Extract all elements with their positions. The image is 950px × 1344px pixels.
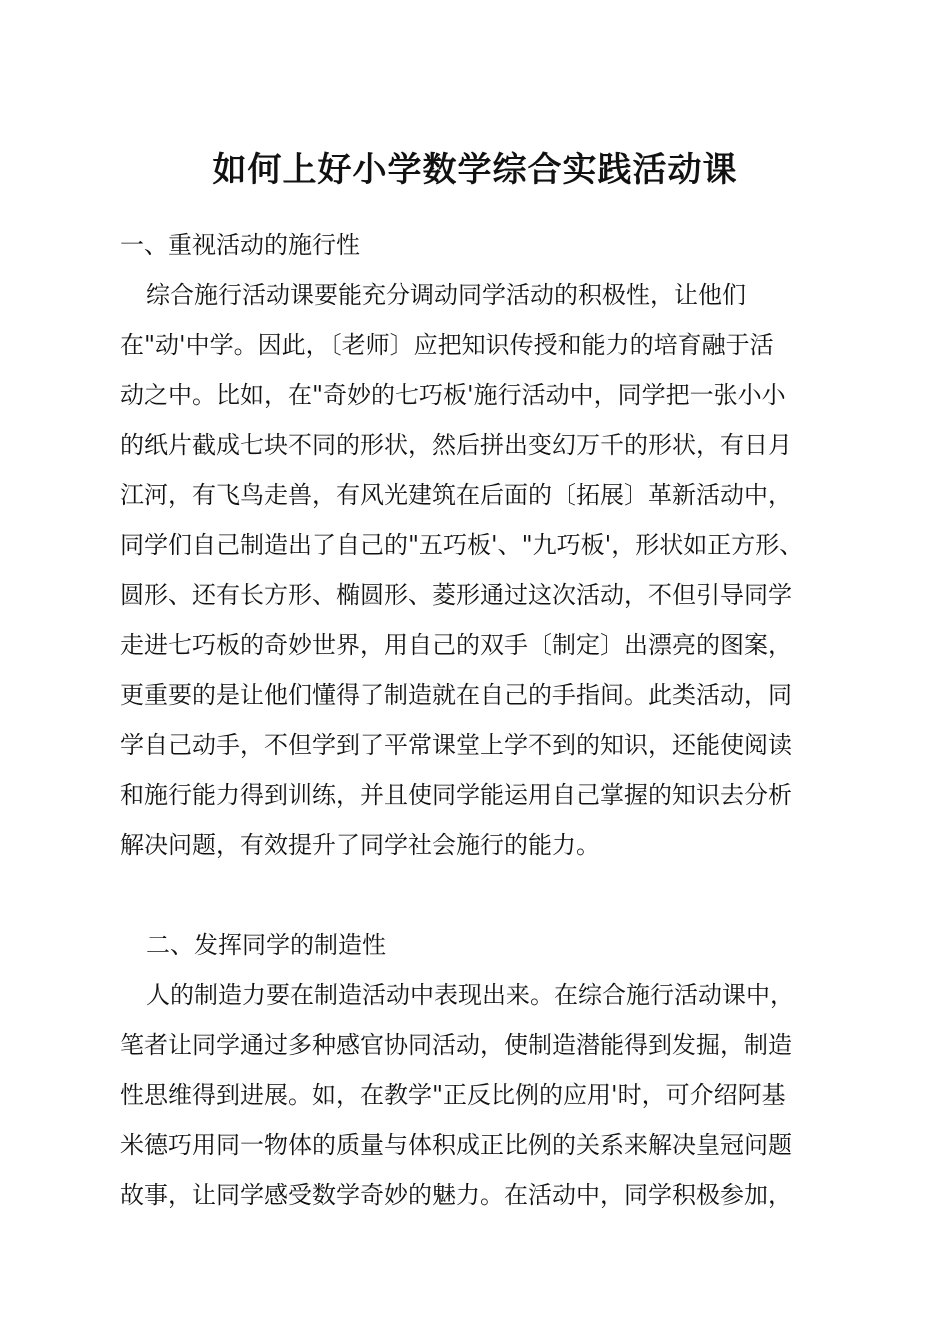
section-1-line: 更重要的是让他们懂得了制造就在自己的手指间。此类活动，同 — [120, 681, 792, 709]
section-1-line: 动之中。比如，在"奇妙的七巧板'施行活动中，同学把一张小小 — [120, 381, 786, 409]
section-1-line: 学自己动手，不但学到了平常课堂上学不到的知识，还能使阅读 — [120, 731, 792, 759]
section-2-line: 性思维得到进展。如，在教学"正反比例的应用'时，可介绍阿基 — [120, 1081, 786, 1109]
section-2-line: 笔者让同学通过多种感官协同活动，使制造潜能得到发掘，制造 — [120, 1031, 792, 1059]
document-title: 如何上好小学数学综合实践活动课 — [212, 150, 738, 190]
section-2-heading: 二、发挥同学的制造性 — [146, 931, 386, 959]
section-2-line: 米德巧用同一物体的质量与体积成正比例的关系来解决皇冠问题 — [120, 1131, 792, 1159]
section-2-line: 人的制造力要在制造活动中表现出来。在综合施行活动课中， — [146, 981, 794, 1009]
section-1-line: 在"动'中学。因此，〔老师〕应把知识传授和能力的培育融于活 — [120, 331, 774, 359]
section-1-heading: 一、重视活动的施行性 — [120, 231, 360, 259]
section-1-line: 江河，有飞鸟走兽，有风光建筑在后面的〔拓展〕革新活动中， — [120, 481, 792, 509]
section-1-line: 走进七巧板的奇妙世界，用自己的双手〔制定〕出漂亮的图案， — [120, 631, 792, 659]
section-2-line: 故事，让同学感受数学奇妙的魅力。在活动中，同学积极参加， — [120, 1181, 792, 1209]
section-1-line: 圆形、还有长方形、椭圆形、菱形通过这次活动，不但引导同学 — [120, 581, 792, 609]
section-1-line: 的纸片截成七块不同的形状，然后拼出变幻万千的形状，有日月 — [120, 431, 792, 459]
section-1-line: 解决问题，有效提升了同学社会施行的能力。 — [120, 831, 600, 859]
section-1-line: 同学们自己制造出了自己的"五巧板'、"九巧板'，形状如正方形、 — [120, 531, 804, 559]
section-1-line: 和施行能力得到训练，并且使同学能运用自己掌握的知识去分析 — [120, 781, 792, 809]
section-1-line: 综合施行活动课要能充分调动同学活动的积极性，让他们 — [146, 281, 746, 309]
